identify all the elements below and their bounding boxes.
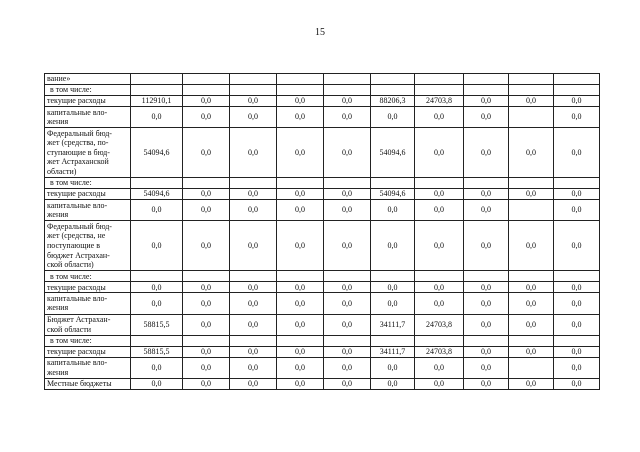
value-cell — [509, 107, 554, 128]
value-cell: 0,0 — [371, 282, 415, 293]
row-label: в том числе: — [45, 271, 131, 282]
value-cell: 0,0 — [183, 282, 230, 293]
value-cell — [371, 335, 415, 346]
value-cell: 0,0 — [554, 189, 600, 200]
value-cell: 0,0 — [509, 189, 554, 200]
table-row — [45, 282, 600, 293]
row-label: в том числе: — [45, 85, 131, 96]
page-number: 15 — [315, 27, 325, 38]
table-row — [45, 221, 600, 271]
value-cell — [371, 178, 415, 189]
value-cell: 0,0 — [464, 346, 509, 357]
value-cell: 0,0 — [464, 96, 509, 107]
value-cell — [509, 85, 554, 96]
value-cell: 0,0 — [277, 189, 324, 200]
value-cell: 0,0 — [554, 221, 600, 271]
value-cell: 0,0 — [324, 189, 371, 200]
value-cell: 0,0 — [509, 96, 554, 107]
value-cell: 0,0 — [464, 200, 509, 221]
value-cell: 0,0 — [415, 282, 464, 293]
value-cell: 0,0 — [324, 200, 371, 221]
value-cell: 0,0 — [324, 282, 371, 293]
value-cell: 0,0 — [183, 128, 230, 178]
value-cell: 0,0 — [415, 357, 464, 378]
value-cell: 0,0 — [131, 357, 183, 378]
table-row — [45, 346, 600, 357]
value-cell: 0,0 — [464, 128, 509, 178]
value-cell: 0,0 — [554, 96, 600, 107]
value-cell: 0,0 — [554, 282, 600, 293]
value-cell — [415, 74, 464, 85]
value-cell — [324, 335, 371, 346]
value-cell: 0,0 — [324, 293, 371, 314]
value-cell — [509, 178, 554, 189]
table-row — [45, 357, 600, 378]
row-label: капитальные вло- жения — [45, 293, 131, 314]
value-cell: 0,0 — [371, 378, 415, 389]
value-cell: 112910,1 — [131, 96, 183, 107]
value-cell: 0,0 — [464, 378, 509, 389]
table-row — [45, 85, 600, 96]
value-cell — [554, 271, 600, 282]
value-cell: 0,0 — [371, 221, 415, 271]
value-cell: 0,0 — [464, 282, 509, 293]
value-cell — [324, 85, 371, 96]
table-row — [45, 293, 600, 314]
value-cell: 0,0 — [230, 293, 277, 314]
value-cell — [371, 271, 415, 282]
value-cell: 0,0 — [230, 314, 277, 335]
value-cell — [509, 271, 554, 282]
value-cell: 0,0 — [183, 200, 230, 221]
value-cell — [277, 74, 324, 85]
value-cell: 54094,6 — [131, 128, 183, 178]
row-label: капитальные вло- жения — [45, 200, 131, 221]
value-cell: 0,0 — [131, 293, 183, 314]
value-cell: 34111,7 — [371, 314, 415, 335]
row-label: текущие расходы — [45, 282, 131, 293]
value-cell: 0,0 — [554, 128, 600, 178]
row-label: Федеральный бюд- жет (средства, не поступающие в бюджет Астрахан- ской области) — [45, 221, 131, 271]
row-label: в том числе: — [45, 178, 131, 189]
value-cell — [230, 271, 277, 282]
table-row — [45, 178, 600, 189]
value-cell: 0,0 — [509, 293, 554, 314]
value-cell — [230, 335, 277, 346]
value-cell: 0,0 — [277, 314, 324, 335]
value-cell — [277, 271, 324, 282]
value-cell: 0,0 — [230, 128, 277, 178]
value-cell — [371, 85, 415, 96]
value-cell — [131, 178, 183, 189]
row-label: капитальные вло- жения — [45, 107, 131, 128]
row-label: Местные бюджеты — [45, 378, 131, 389]
value-cell — [554, 85, 600, 96]
value-cell: 0,0 — [131, 221, 183, 271]
value-cell: 0,0 — [230, 282, 277, 293]
value-cell: 0,0 — [277, 128, 324, 178]
value-cell — [509, 200, 554, 221]
value-cell: 0,0 — [183, 221, 230, 271]
value-cell: 0,0 — [230, 378, 277, 389]
value-cell: 0,0 — [415, 378, 464, 389]
value-cell — [464, 178, 509, 189]
value-cell: 0,0 — [415, 189, 464, 200]
value-cell: 0,0 — [554, 200, 600, 221]
value-cell: 0,0 — [183, 189, 230, 200]
value-cell — [131, 271, 183, 282]
value-cell: 24703,8 — [415, 314, 464, 335]
value-cell: 0,0 — [554, 293, 600, 314]
value-cell — [464, 335, 509, 346]
value-cell: 0,0 — [324, 357, 371, 378]
value-cell: 0,0 — [554, 357, 600, 378]
table-row — [45, 107, 600, 128]
value-cell: 0,0 — [277, 96, 324, 107]
value-cell: 0,0 — [183, 378, 230, 389]
value-cell — [554, 74, 600, 85]
row-label: капитальные вло- жения — [45, 357, 131, 378]
value-cell: 0,0 — [277, 221, 324, 271]
value-cell — [464, 271, 509, 282]
value-cell: 0,0 — [509, 378, 554, 389]
value-cell: 0,0 — [277, 200, 324, 221]
table-row — [45, 96, 600, 107]
value-cell — [464, 74, 509, 85]
value-cell: 0,0 — [464, 293, 509, 314]
value-cell — [183, 178, 230, 189]
value-cell: 0,0 — [183, 293, 230, 314]
value-cell: 0,0 — [230, 96, 277, 107]
value-cell — [183, 271, 230, 282]
value-cell: 54094,6 — [371, 189, 415, 200]
row-label: текущие расходы — [45, 346, 131, 357]
value-cell: 0,0 — [183, 314, 230, 335]
value-cell: 0,0 — [277, 282, 324, 293]
value-cell: 24703,8 — [415, 346, 464, 357]
value-cell: 0,0 — [131, 200, 183, 221]
value-cell: 88206,3 — [371, 96, 415, 107]
value-cell: 0,0 — [324, 314, 371, 335]
value-cell: 0,0 — [230, 107, 277, 128]
value-cell: 0,0 — [324, 128, 371, 178]
value-cell: 54094,6 — [131, 189, 183, 200]
value-cell: 0,0 — [509, 314, 554, 335]
value-cell — [509, 74, 554, 85]
value-cell: 0,0 — [131, 282, 183, 293]
value-cell — [230, 74, 277, 85]
value-cell: 0,0 — [415, 200, 464, 221]
value-cell: 0,0 — [554, 378, 600, 389]
value-cell: 0,0 — [415, 293, 464, 314]
value-cell: 0,0 — [554, 314, 600, 335]
table-row — [45, 271, 600, 282]
value-cell: 0,0 — [324, 346, 371, 357]
table-row — [45, 335, 600, 346]
value-cell: 0,0 — [230, 346, 277, 357]
value-cell — [183, 335, 230, 346]
value-cell: 0,0 — [464, 221, 509, 271]
value-cell: 0,0 — [324, 96, 371, 107]
value-cell — [277, 85, 324, 96]
value-cell — [415, 178, 464, 189]
value-cell: 0,0 — [371, 357, 415, 378]
value-cell: 0,0 — [509, 128, 554, 178]
row-label: вание» — [45, 74, 131, 85]
value-cell: 0,0 — [509, 282, 554, 293]
value-cell: 0,0 — [230, 189, 277, 200]
value-cell — [371, 74, 415, 85]
table-row — [45, 200, 600, 221]
value-cell — [183, 74, 230, 85]
table-row — [45, 314, 600, 335]
value-cell: 0,0 — [277, 293, 324, 314]
value-cell — [415, 271, 464, 282]
value-cell: 24703,8 — [415, 96, 464, 107]
value-cell: 0,0 — [415, 107, 464, 128]
value-cell: 0,0 — [324, 107, 371, 128]
row-label: Бюджет Астрахан- ской области — [45, 314, 131, 335]
value-cell: 0,0 — [230, 357, 277, 378]
value-cell: 0,0 — [230, 221, 277, 271]
value-cell: 0,0 — [230, 200, 277, 221]
value-cell — [131, 85, 183, 96]
value-cell — [324, 74, 371, 85]
value-cell — [509, 335, 554, 346]
value-cell: 34111,7 — [371, 346, 415, 357]
value-cell — [324, 271, 371, 282]
value-cell — [230, 85, 277, 96]
row-label: текущие расходы — [45, 96, 131, 107]
row-label: в том числе: — [45, 335, 131, 346]
value-cell: 0,0 — [183, 96, 230, 107]
value-cell: 0,0 — [464, 314, 509, 335]
value-cell — [415, 335, 464, 346]
value-cell: 0,0 — [277, 107, 324, 128]
value-cell: 0,0 — [324, 378, 371, 389]
table-row — [45, 378, 600, 389]
row-label: Федеральный бюд- жет (средства, по- ступающие в бюд- жет Астраханской области) — [45, 128, 131, 178]
value-cell: 0,0 — [509, 346, 554, 357]
value-cell: 54094,6 — [371, 128, 415, 178]
budget-funding-table — [44, 73, 600, 390]
value-cell: 0,0 — [131, 378, 183, 389]
value-cell — [183, 85, 230, 96]
value-cell: 0,0 — [183, 107, 230, 128]
value-cell: 0,0 — [415, 128, 464, 178]
value-cell — [324, 178, 371, 189]
value-cell: 0,0 — [554, 107, 600, 128]
value-cell: 0,0 — [324, 221, 371, 271]
value-cell: 58815,5 — [131, 346, 183, 357]
value-cell — [277, 178, 324, 189]
row-label: текущие расходы — [45, 189, 131, 200]
value-cell — [554, 335, 600, 346]
value-cell: 0,0 — [371, 107, 415, 128]
value-cell: 58815,5 — [131, 314, 183, 335]
value-cell: 0,0 — [183, 357, 230, 378]
value-cell: 0,0 — [464, 189, 509, 200]
table-row — [45, 74, 600, 85]
value-cell — [131, 74, 183, 85]
value-cell: 0,0 — [183, 346, 230, 357]
value-cell: 0,0 — [464, 357, 509, 378]
value-cell: 0,0 — [554, 346, 600, 357]
table-row — [45, 128, 600, 178]
value-cell — [277, 335, 324, 346]
value-cell: 0,0 — [509, 221, 554, 271]
value-cell: 0,0 — [464, 107, 509, 128]
value-cell — [230, 178, 277, 189]
value-cell: 0,0 — [371, 200, 415, 221]
value-cell: 0,0 — [415, 221, 464, 271]
table-row — [45, 189, 600, 200]
value-cell: 0,0 — [131, 107, 183, 128]
value-cell — [415, 85, 464, 96]
value-cell: 0,0 — [277, 346, 324, 357]
value-cell — [509, 357, 554, 378]
value-cell — [554, 178, 600, 189]
value-cell: 0,0 — [277, 357, 324, 378]
value-cell: 0,0 — [277, 378, 324, 389]
value-cell: 0,0 — [371, 293, 415, 314]
value-cell — [131, 335, 183, 346]
value-cell — [464, 85, 509, 96]
